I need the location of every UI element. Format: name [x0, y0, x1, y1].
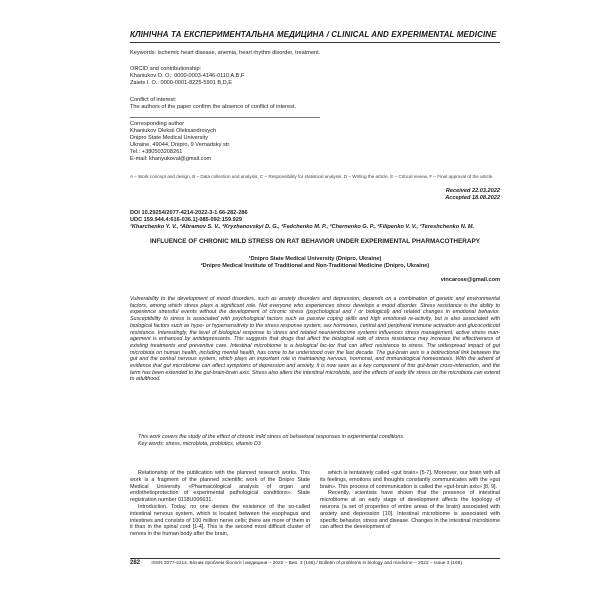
affiliation-1: ¹Dnipro State Medical University (Dnipro, Ukraine)	[248, 256, 382, 262]
paragraph: Relationship of the publication with the planned research works. This work is a fragment of the planned scientific work of the Dnipro State Medical University «Pharmacological analysis of organ and endothelioprotection of experimental pathological conditions». State registration number 0118U006631.	[130, 470, 310, 504]
doi: DOI 10.29254/2077-4214-2022-3-1 66-282-286	[130, 210, 248, 216]
contact-email: vincarose@gmail.com	[440, 277, 500, 283]
abstract: Vulnerability to the development of mood disorders, such as anxiety disorders and depression, depends on a combination of genetic and environmental factors, among which stress plays a significant role. Not everyone who experiences stress develops a mood disorder. Stress resistance is the ability to experience stressful events without the development of chronic stress (psychological and / or biological) and related changes in emotional behavior. Susceptibility to stress is associated with psychological factors such as passive coping skills and high emotional re-activity, but is also associated with biological factors such as hypo- or hypersensitivity to the stress response system, sex hormones, central and peripheral immune activation and glucocorticoid resistance. Interestingly, the level of biological response to stress and related neuroendocrine systems influences stress management, active stress man-agement is enhanced by antidepressants. This suggests that drugs that affect the biological side of stress resistance may increase the effectiveness of existing treatments and preventive care. Intestinal microbiome is a biological fac-tor that can affect resistance to stress. The widespread impact of gut microbiota on human health, including mental health, has come to be understood over the last decade. The gut-brain axis is a bidirectional link between the gut and the central nervous system, which plays an important role in maintaining nervous, hormonal, and immunological homeostasis. With the advent of evidence that gut microbiome can affect symptoms of depression and anxiety, it is now seen as a key component of this gut-brain cross-interaction, and the term has been extended to the gut-brain-brain axis. Stress also alters the intestinal microbiota, and the effects of early life stress on the microbiota can extend to adulthood.	[130, 296, 500, 383]
udc: UDC 159.944.4:616-036.1]-085-092:159.929	[130, 217, 242, 223]
conflict-heading: Conflict of interest:	[130, 97, 177, 103]
affiliation-2: ²Dnipro Medical Institute of Traditional and Non-Traditional Medicine (Dnipro, Ukraine)	[200, 263, 430, 269]
body-column-right	[320, 470, 500, 531]
paragraph: Recently, scientists have shown that the presence of intestinal microbiome at an early stage of development affects the topology of neurons (a set of properties of entire areas of the brain) associated with anxiety and depression [10]. Intestinal microbiome is associated with specific behavior, stress and disease. Changes in the intestinal microbiome can affect the development of	[320, 490, 500, 531]
corresponding-heading: Corresponding author	[130, 121, 185, 127]
corresponding-section	[130, 121, 500, 163]
footer-text: ISSN 2077-4214. Вісник проблем біології і медицини – 2022 – Вип. 3 (166) / Bulletin of problems in biology and medicine – 2022 – Issue 3 (166)	[151, 561, 462, 566]
paper-title: INFLUENCE OF CHRONIC MILD STRESS ON RAT BEHAVIOR UNDER EXPERIMENTAL PHARMACOTHERAPY	[149, 238, 481, 245]
authors: ¹Kharchenko Y. V., ²Abramov S. V., ²Kryzhanovskyi D. G., ²Fedchenko M. P., ²Chernenko G. P., ²Filipenko V. V., ²Tereshchenko N. M.	[130, 224, 475, 230]
keywords-top	[130, 50, 500, 57]
header-divider	[130, 42, 500, 43]
dates	[130, 188, 500, 202]
orcid-section	[130, 66, 500, 87]
page-number: 282	[130, 560, 141, 566]
body-column-left	[130, 470, 310, 538]
keywords-top-text: Keywords: ischemic heart disease, anemia, heart rhythm disorder, treatment.	[130, 50, 321, 56]
conflict-text: The authors of the paper confirm the absence of conflict of interest.	[130, 104, 297, 110]
affiliations	[130, 256, 500, 270]
paragraph: Introduction. Today, no one denies the existence of the so-called intestinal nervous system, which is located between the esophagus and intestines and consists of 100 million nerve cells; there are more of them in it than in the spinal cord [1-4]. This is the second most difficult cluster of nerves in the human body after the brain,	[130, 503, 310, 538]
received-date: Received 22.03.2022	[445, 188, 500, 194]
corresponding-email: E-mail: khanyukoval@gmail.com	[130, 156, 212, 162]
contribution-legend: A – Work concept and design, B – Data collection and analysis, C – Responsibility for statistical analysis, D – Writing the article, E – Critical review, F – Final approval of the article.	[130, 174, 494, 179]
conflict-section	[130, 97, 500, 111]
abstract-work: This work covers the study of the effect of chronic mild stress on behavioral responses in experimental conditions.	[138, 434, 405, 440]
corresponding-address: Ukraine, 49044, Dnipro, 9 Vernadsky str.	[130, 142, 231, 148]
corresponding-org: Dnipro State Medical University	[130, 135, 209, 141]
corresponding-name: Khaniukov Oleksii Oleksandrovych	[130, 128, 217, 134]
accepted-date: Accepted 18.08.2022	[445, 195, 500, 201]
orcid-line-2: Zaiets I. O.: 0000-0001-8225-5901 B,D,E	[130, 80, 232, 86]
paragraph: which is tentatively called «gut brain» [5-7]. Moreover, our brain with all its feelings, emotions and thoughts constantly communicates with the «gut brain». This process of communication is called the «gut-brain axis» [8, 9].	[320, 470, 500, 490]
corresponding-divider	[130, 117, 320, 118]
footer-divider	[130, 558, 500, 559]
orcid-line-1: Khaniukov O. O.: 0000-0003-4146-0110 A,B,F	[130, 73, 245, 79]
journal-title: КЛІНІЧНА ТА ЕКСПЕРИМЕНТАЛЬНА МЕДИЦИНА / CLINICAL AND EXPERIMENTAL MEDICINE	[130, 30, 497, 39]
corresponding-tel: Tel.: +380503208261	[130, 149, 183, 155]
orcid-heading: ORCID and contributionship:	[130, 66, 202, 72]
abstract-keywords: Key words: stress, microbiota, probiotics, vitamin D3	[138, 441, 261, 447]
page-footer	[130, 560, 500, 567]
